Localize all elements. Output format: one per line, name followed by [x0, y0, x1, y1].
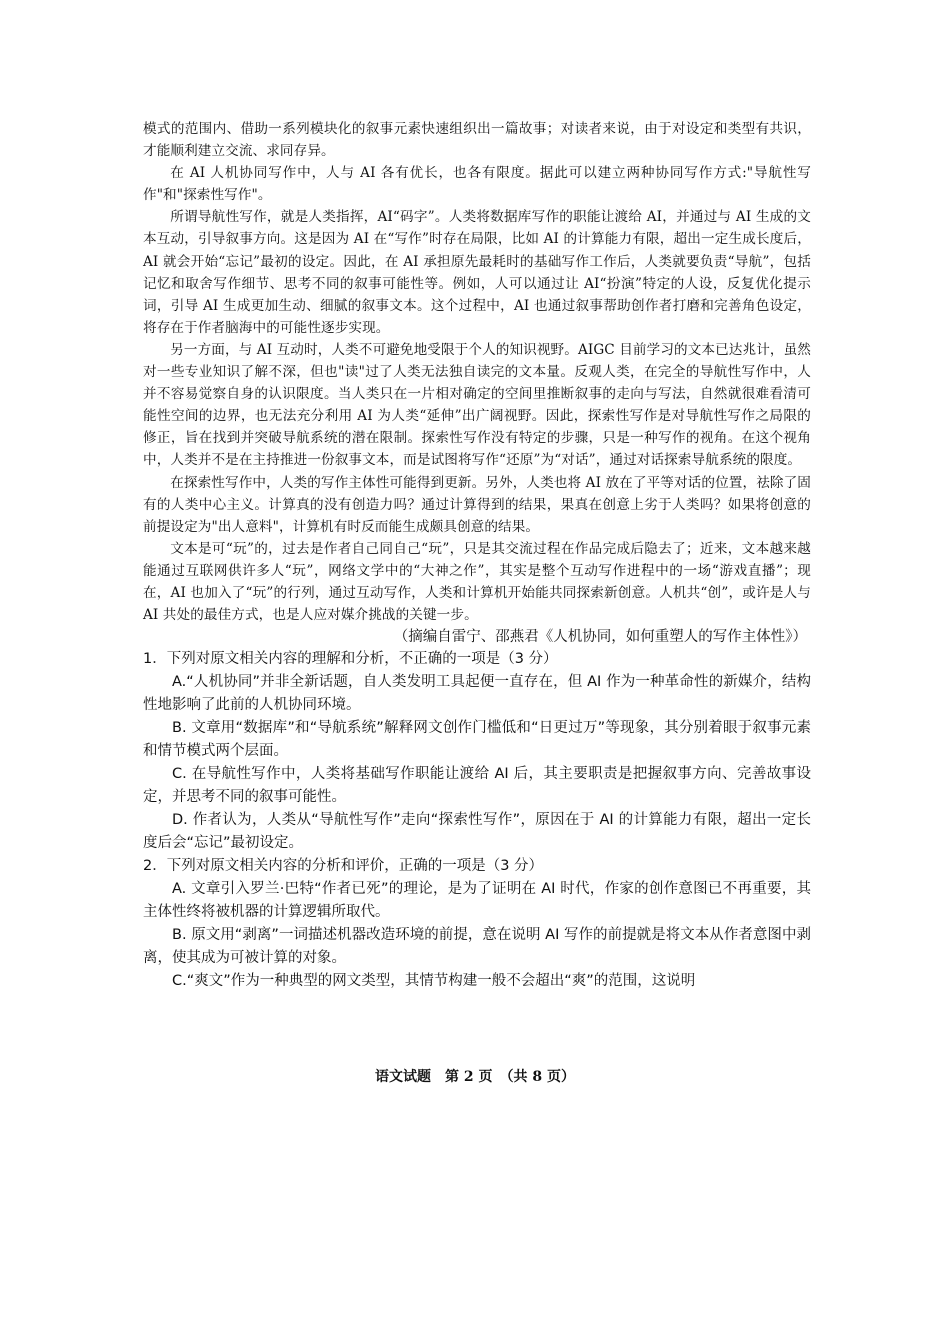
question-1-option-c: C. 在导航性写作中，人类将基础写作职能让渡给 AI 后，其主要职责是把握叙事方向、完善故事设定，并思考不同的叙事可能性。	[143, 766, 811, 806]
article-paragraph-5: 在探索性写作中，人类的写作主体性可能得到更新。另外，人类也将 AI 放在了平等对话的位置，祛除了固有的人类中心主义。计算真的没有创造力吗？通过计算得到的结果，果真在创意上劣于人类吗？如果将创意的前提设定为"出人意料"，计算机有时反而能生成颇具创意的结果。	[143, 474, 811, 535]
question-1	[143, 648, 811, 855]
question-2-option-c: C.“爽文”作为一种典型的网文类型，其情节构建一般不会超出“爽”的范围，这说明	[172, 973, 696, 990]
question-2-option-a: A. 文章引入罗兰·巴特“作者已死”的理论，是为了证明在 AI 时代，作家的创作意图已不再重要，其主体性终将被机器的计算逻辑所取代。	[143, 881, 811, 921]
question-1-stem: 1．下列对原文相关内容的理解和分析，不正确的一项是（3 分）	[143, 651, 558, 668]
article-source: （摘编自雷宁、邵燕君《人机协同，如何重塑人的写作主体性》）	[393, 629, 807, 646]
article-paragraph-4: 另一方面，与 AI 互动时，人类不可避免地受限于个人的知识视野。AIGC 目前学习的文本已达兆计，虽然对一些专业知识了解不深，但也"读"过了人类无法独自读完的文本量。反观人类，在完全的导航性写作中，人并不容易觉察自身的认识限度。当人类只在一片相对确定的空间里推断叙事的走向与写法，自然就很难看清可能性空间的边界，也无法充分利用 AI 为人类“延伸”出广阔视野。因此，探索性写作是对导航性写作之局限的修正，旨在找到并突破导航系统的潜在限制。探索性写作没有特定的步骤，只是一种写作的视角。在这个视角中，人类并不是在主持推进一份叙事文本，而是试图将写作“还原”为“对话”，通过对话探索导航系统的限度。	[143, 341, 811, 469]
question-2-stem: 2．下列对原文相关内容的分析和评价，正确的一项是（3 分）	[143, 858, 544, 875]
article-paragraph-2: 在 AI 人机协同写作中，人与 AI 各有优长，也各有限度。据此可以建立两种协同写作方式:"导航性写作"和"探索性写作"。	[143, 165, 811, 204]
question-1-option-a: A.“人机协同”并非全新话题，自人类发明工具起便一直存在，但 AI 作为一种革命性的新媒介，结构性地影响了此前的人机协同环境。	[143, 674, 811, 714]
article-paragraph-1: 模式的范围内、借助一系列模块化的叙事元素快速组织出一篇故事；对读者来说，由于对设定和类型有共识，才能顺利建立交流、求同存异。	[143, 121, 811, 160]
question-2-option-b: B. 原文用“剥离”一词描述机器改造环境的前提，意在说明 AI 写作的前提就是将文本从作者意图中剥离，使其成为可被计算的对象。	[143, 927, 811, 967]
question-1-option-b: B. 文章用“数据库”和“导航系统”解释网文创作门槛低和“日更过万”等现象，其分别着眼于叙事元素和情节模式两个层面。	[143, 720, 811, 760]
question-2	[143, 855, 811, 993]
article-paragraph-6: 文本是可“玩”的，过去是作者自己同自己“玩”，只是其交流过程在作品完成后隐去了；近来，文本越来越能通过互联网供许多人“玩”，网络文学中的“大神之作”，其实是整个互动写作进程中的一场“游戏直播”；现在，AI 也加入了“玩”的行列，通过互动写作，人类和计算机开始能共同探索新创意。人机共“创”，或许是人与 AI 共处的最佳方式，也是人应对媒介挑战的关键一步。	[143, 540, 811, 624]
page-footer: 语文试题 第 2 页 （共 8 页）	[375, 1069, 575, 1085]
exam-page-body	[143, 118, 811, 993]
question-1-option-d: D. 作者认为，人类从“导航性写作”走向“探索性写作”，原因在于 AI 的计算能力有限，超出一定长度后会“忘记”最初设定。	[143, 812, 811, 852]
article-paragraph-3: 所谓导航性写作，就是人类指挥，AI“码字”。人类将数据库写作的职能让渡给 AI，并通过与 AI 生成的文本互动，引导叙事方向。这是因为 AI 在“写作”时存在局限，比如 AI 的计算能力有限，超出一定生成长度后，AI 就会开始“忘记”最初的设定。因此，在 AI 承担原先最耗时的基础写作工作后，人类就要负责“导航”，包括记忆和取舍写作细节、思考不同的叙事可能性等。例如，人可以通过让 AI“扮演”特定的人设，反复优化提示词，引导 AI 生成更加生动、细腻的叙事文本。这个过程中，AI 也通过叙事帮助创作者打磨和完善角色设定，将存在于作者脑海中的可能性逐步实现。	[143, 209, 811, 336]
